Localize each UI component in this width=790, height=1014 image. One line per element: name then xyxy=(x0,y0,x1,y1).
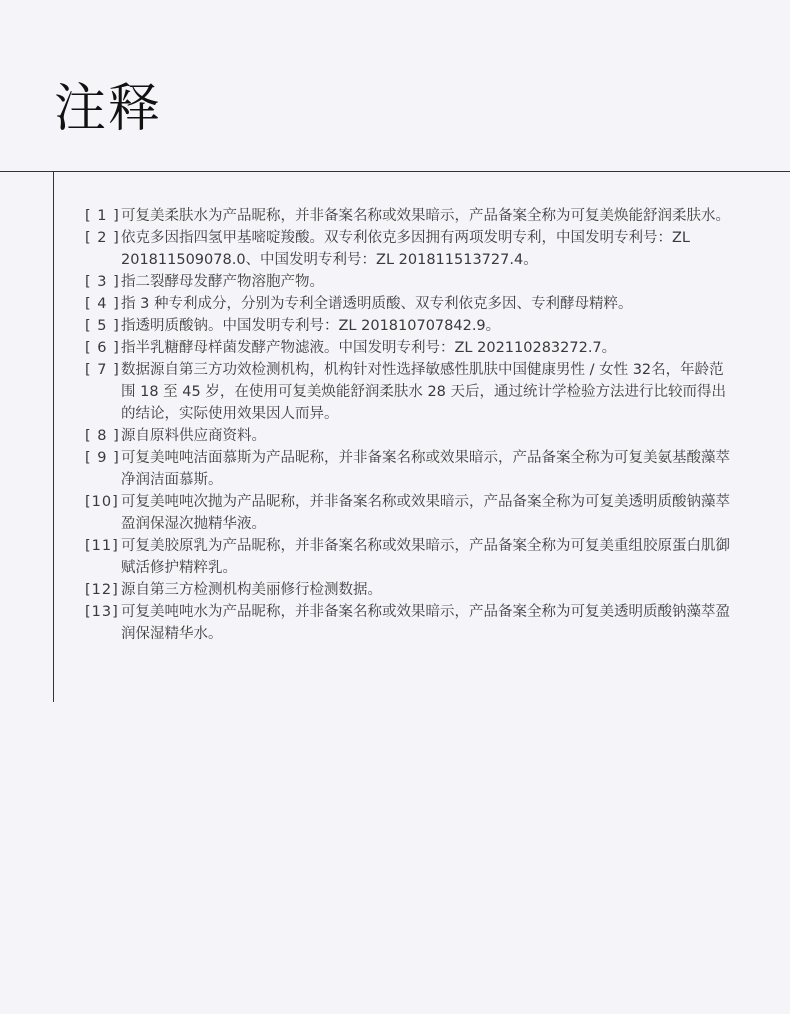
note-item xyxy=(85,271,735,293)
note-number: [ 4 ] xyxy=(85,296,120,312)
note-text: 依克多因指四氢甲基嘧啶羧酸。双专利依克多因拥有两项发明专利，中国发明专利号：ZL 201811509078.0、中国发明专利号：ZL 201811513727.4。 xyxy=(121,230,691,268)
note-number: [10] xyxy=(85,494,119,510)
note-item xyxy=(85,601,735,645)
note-number: [ 8 ] xyxy=(85,428,120,444)
note-item xyxy=(85,447,735,491)
note-number: [ 6 ] xyxy=(85,340,120,356)
note-text: 指透明质酸钠。中国发明专利号：ZL 201810707842.9。 xyxy=(121,318,501,334)
note-item xyxy=(85,315,735,337)
note-number: [11] xyxy=(85,538,119,554)
note-item xyxy=(85,579,735,601)
note-text: 可复美吨吨次抛为产品昵称，并非备案名称或效果暗示，产品备案全称为可复美透明质酸钠藻萃盈润保湿次抛精华液。 xyxy=(121,494,730,532)
notes-list xyxy=(85,205,735,645)
note-text: 数据源自第三方功效检测机构，机构针对性选择敏感性肌肤中国健康男性 / 女性 32名，年龄范围 18 至 45 岁，在使用可复美焕能舒润柔肤水 28 天后，通过统计学检验方法进行比较而得出的结论，实际使用效果因人而异。 xyxy=(121,362,727,422)
note-item xyxy=(85,425,735,447)
page-title: 注释 xyxy=(54,79,163,139)
note-number: [ 3 ] xyxy=(85,274,120,290)
note-text: 可复美胶原乳为产品昵称，并非备案名称或效果暗示，产品备案全称为可复美重组胶原蛋白肌御赋活修护精粹乳。 xyxy=(121,538,730,576)
horizontal-divider xyxy=(0,171,790,172)
note-number: [ 1 ] xyxy=(85,208,120,224)
note-number: [13] xyxy=(85,604,119,620)
note-text: 指半乳糖酵母样菌发酵产物滤液。中国发明专利号：ZL 202110283272.7。 xyxy=(121,340,617,356)
note-number: [ 2 ] xyxy=(85,230,120,246)
note-item xyxy=(85,359,735,425)
note-text: 指 3 种专利成分，分别为专利全谱透明质酸、双专利依克多因、专利酵母精粹。 xyxy=(121,296,633,312)
note-item xyxy=(85,227,735,271)
note-item xyxy=(85,535,735,579)
note-item xyxy=(85,205,735,227)
note-text: 可复美柔肤水为产品昵称，并非备案名称或效果暗示，产品备案全称为可复美焕能舒润柔肤水。 xyxy=(121,208,730,224)
note-number: [ 5 ] xyxy=(85,318,120,334)
note-number: [ 9 ] xyxy=(85,450,120,466)
note-text: 可复美吨吨水为产品昵称，并非备案名称或效果暗示，产品备案全称为可复美透明质酸钠藻萃盈润保湿精华水。 xyxy=(121,604,730,642)
note-text: 源自原料供应商资料。 xyxy=(121,428,266,444)
note-item xyxy=(85,293,735,315)
note-number: [12] xyxy=(85,582,119,598)
note-text: 指二裂酵母发酵产物溶胞产物。 xyxy=(121,274,324,290)
vertical-divider xyxy=(53,171,54,702)
note-item xyxy=(85,491,735,535)
note-number: [ 7 ] xyxy=(85,362,120,378)
note-text: 源自第三方检测机构美丽修行检测数据。 xyxy=(121,582,382,598)
note-item xyxy=(85,337,735,359)
note-text: 可复美吨吨洁面慕斯为产品昵称，并非备案名称或效果暗示，产品备案全称为可复美氨基酸藻萃净润洁面慕斯。 xyxy=(121,450,730,488)
